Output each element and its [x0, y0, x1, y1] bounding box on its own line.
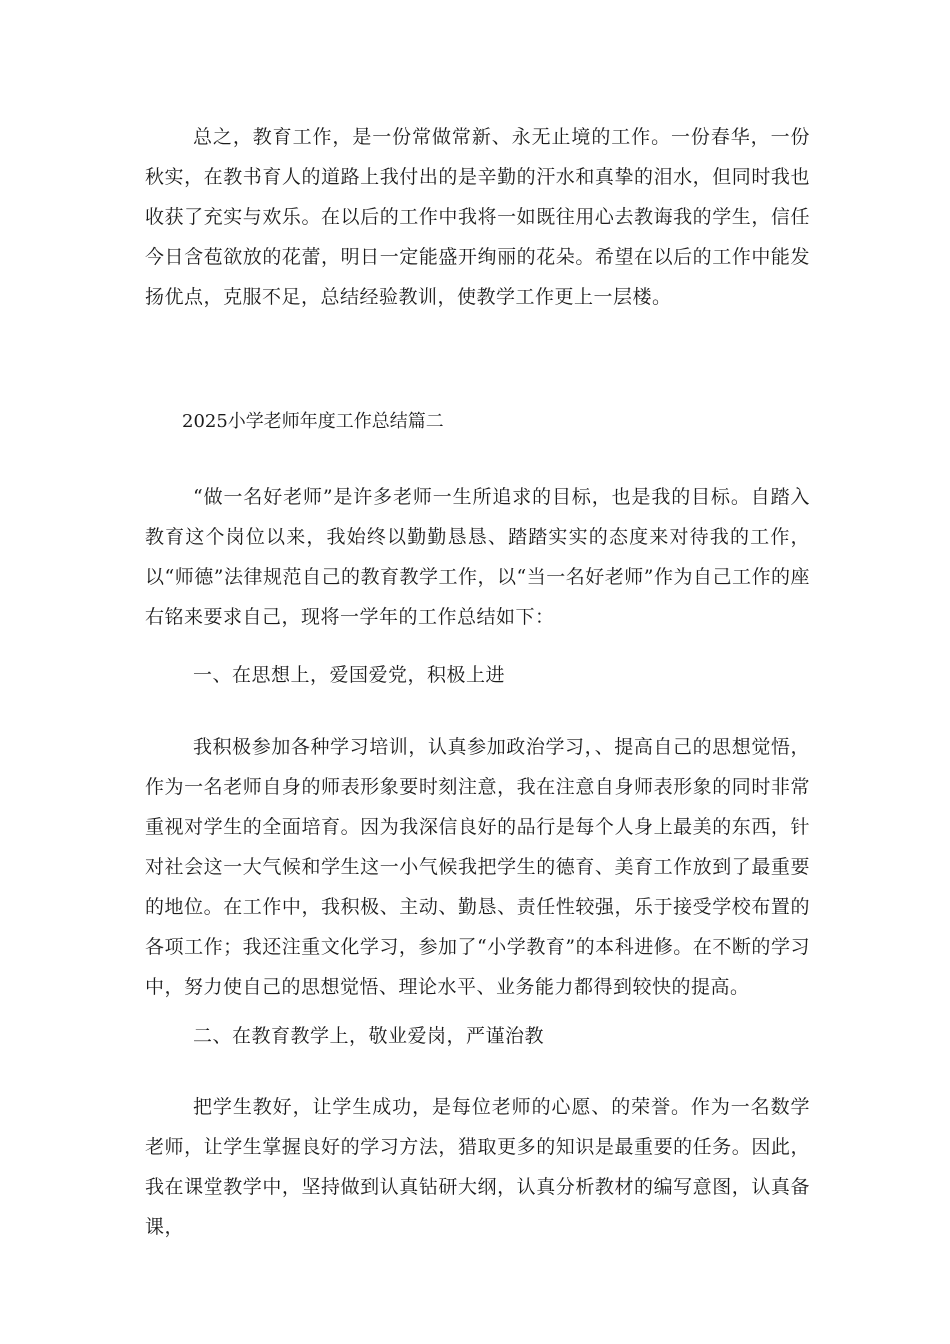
section-heading-one: 一、在思想上，爱国爱党，积极上进 [193, 664, 506, 686]
conclusion-paragraph: 总之，教育工作，是一份常做常新、永无止境的工作。一份春华，一份秋实，在教书育人的道路上我付出的是辛勤的汗水和真挚的泪水，但同时我也收获了充实与欢乐。在以后的工作中我将一如既往用心去教诲我的学生，信任今日含苞欲放的花蕾，明日一定能盛开绚丽的花朵。希望在以后的工作中能发扬优点，克服不足，总结经验教训，使教学工作更上一层楼。 [145, 126, 810, 308]
section-two-paragraph: 把学生教好，让学生成功，是每位老师的心愿、的荣誉。作为一名数学老师，让学生掌握良好的学习方法，猎取更多的知识是最重要的任务。因此，我在课堂教学中，坚持做到认真钻研大纲，认真分析教材的编写意图，认真备课， [145, 1096, 810, 1238]
section-one-paragraph: 我积极参加各种学习培训，认真参加政治学习，、提高自己的思想觉悟，作为一名老师自身的师表形象要时刻注意，我在注意自身师表形象的同时非常重视对学生的全面培育。因为我深信良好的品行是每个人身上最美的东西，针对社会这一大气候和学生这一小气候我把学生的德育、美育工作放到了最重要的地位。在工作中，我积极、主动、勤恳、责任性较强，乐于接受学校布置的各项工作；我还注重文化学习，参加了“小学教育”的本科进修。在不断的学习中，努力使自己的思想觉悟、理论水平、业务能力都得到较快的提高。 [145, 736, 810, 998]
section-heading-two: 二、在教育教学上，敬业爱岗，严谨治教 [193, 1025, 545, 1047]
intro-paragraph: “做一名好老师”是许多老师一生所追求的目标，也是我的目标。自踏入教育这个岗位以来，我始终以勤勤恳恳、踏踏实实的态度来对待我的工作，以“师德”法律规范自己的教育教学工作，以“当一名好老师”作为自己工作的座右铭来要求自己，现将一学年的工作总结如下： [145, 486, 810, 628]
section-title: 2025小学老师年度工作总结篇二 [182, 411, 444, 432]
